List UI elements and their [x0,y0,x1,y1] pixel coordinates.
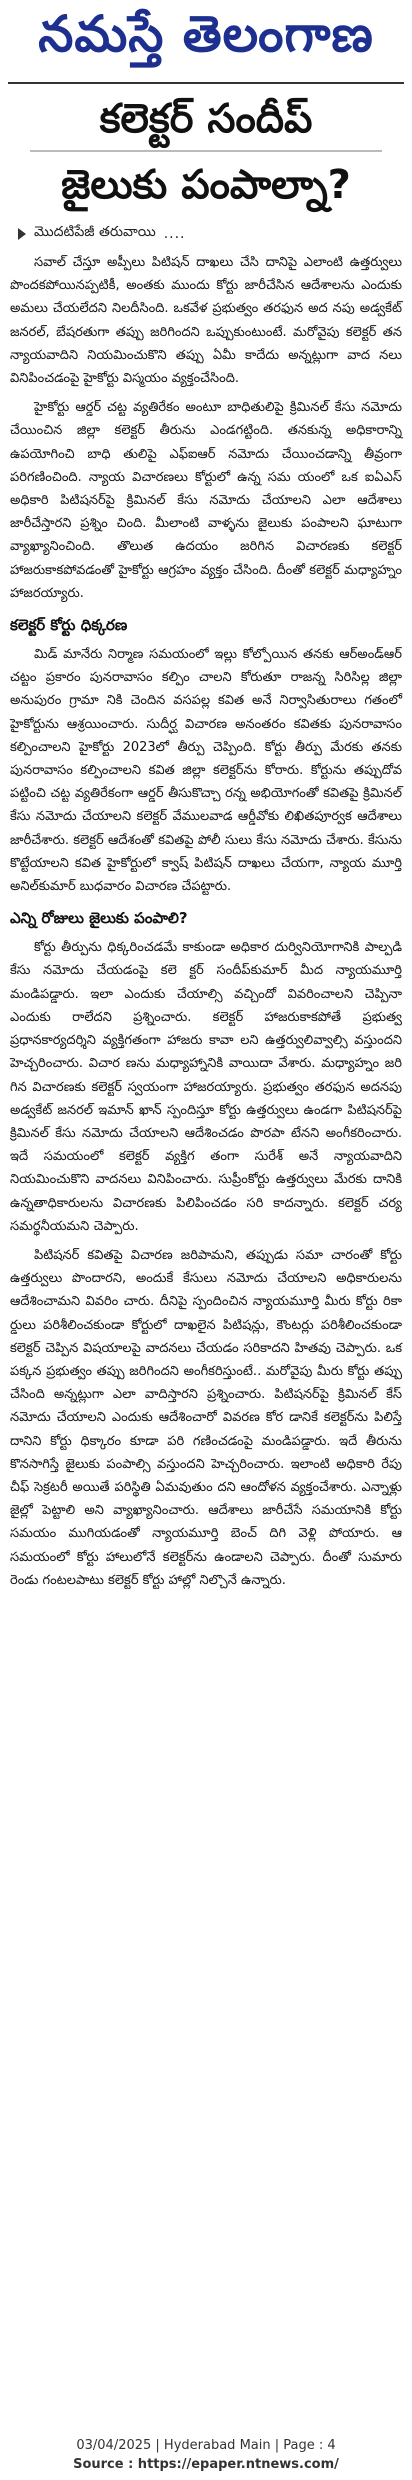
masthead-logo: నమస్తే తెలంగాణ [38,4,374,63]
headline [0,84,412,218]
headline-line-2: జైలుకు పంపాల్నా? [61,162,351,208]
continuation-strip [10,220,402,247]
footer-edition-info: 03/04/2025 | Hyderabad Main | Page : 4 [76,2438,336,2453]
continuation-dots: .... [163,225,186,242]
section-heading-jail-days: ఎన్ని రోజులు జైలుకు పంపాలి? [10,909,188,928]
footer-source-link[interactable]: Source : https://epaper.ntnews.com/ [73,2457,339,2472]
section-heading-contempt: కలెక్టర్ కోర్టు ధిక్కరణ [10,616,128,635]
headline-line-1: కలెక్టర్ సందీప్ [30,90,382,152]
section2-paragraph-2: పిటిషనర్ కవితపై విచారణ జరిపామని, తప్పుడు సమా చారంతో కోర్టు ఉత్తర్వులు పొందారని, అందుకే కేసులు నమోదు చేయాలని అధికారులను ఆదేశించామని వివరిం చారు. దీనిపై స్పందించిన న్యాయమూర్తి మీరు కోర్టు రికా ర్డులు పరిశీలించకుండా కోర్టులో దాఖలైన పిటిషన్లు, కౌంటర్లు పరిశీలించకుండా కలెక్టర్ చెప్పిన విషయాలపై వాదనలు చేయడం సరికాదని హితవు చెప్పారు. ఒక పక్కన ప్రభుత్వం తప్పు జరిగిందని అంగీకరిస్తుంటే.. మరోవైపు మీరు కోర్టు తప్పు చేసింది అన్నట్లుగా ఎలా వాదిస్తారని ప్రశ్నించారు. పిటిషనర్‌పై క్రిమినల్ కేస్ నమోదు చేయాలని ఎందుకు ఆదేశించారో వివరణ కోర డానికే కలెక్టర్‌ను పిలిస్తే దానిని కోర్టు ధిక్కారం కూడా పరి గణించడంపై మండిపడ్డారు. ఇదే తీరును కొనసాగిస్తే జైలుకు పంపాల్సి వస్తుందని హెచ్చరించారు. ఇలాంటి అధికారి రేపు చీఫ్ సెక్రటరీ అయితే పరిస్థితి ఏమవుతుం దని ఆందోళన వ్యక్తంచేశారు. ఎన్నాళ్లు జైల్లో పెట్టాలి అని వ్యాఖ్యానించారు. ఆదేశాలు జారీచేసే సమయానికి కోర్టు సమయం ముగియడంతో న్యాయమూర్తి బెంచ్ దిగి వెళ్లి పోయారు. ఆ సమయంలో కోర్టు హాలులోనే కలెక్టర్‌ను ఉండాలని చెప్పారు. దీంతో సుమారు రెండు గంటలపాటు కలెక్టర్ కోర్టు హాల్లో నిల్చొనే ఉన్నారు. [10,1247,402,1588]
section1-paragraph-1: మిడ్ మానేరు నిర్మాణ సమయంలో ఇల్లు కోల్పోయిన తనకు ఆర్‌అండ్‌ఆర్ చట్టం ప్రకారం పునరావాసం కల్పిం చాలని కోరుతూ రాజన్న సిరిసిల్ల జిల్లా అనుపురం గ్రామా నికి చెందిన వసపల్ల కవిత అనే నిర్వాసితురాలు గతంలో హైకోర్టును ఆశ్రయించారు. సుదీర్ఘ విచారణ అనంతరం కవితకు పునరావాసం కల్పించాలని హైకోర్టు 2023లో తీర్పు చెప్పింది. కోర్టు తీర్పు మేరకు తనకు పునరావాసం కల్పించాలని కవిత జిల్లా కలెక్టర్‌ను కోరారు. కోర్టును తప్పుదోవ పట్టించి చట్ట వ్యతిరేకంగా ఆర్డర్ తీసుకొచ్చా రన్న అభియోగంతో కవితపై క్రిమినల్ కేసు నమోదు చేయాలని కలెక్టర్ వేములవాడ ఆర్డీవోకు లిఖితపూర్వక ఆదేశాలు జారీచేశారు. కలెక్టర్ ఆదేశంతో కవితపై పోలీ సులు కేసు నమోదు చేశారు. కేసును కొట్టేయాలని కవిత హైకోర్టులో క్వాష్ పిటిషన్ దాఖలు చేయగా, న్యాయ మూర్తి అనిల్‌కుమార్ బుధవారం విచారణ చేపట్టారు. [10,647,402,895]
triangle-right-icon [18,228,26,240]
article-body [0,251,412,1592]
page-footer [0,2436,412,2474]
section2-paragraph-1: కోర్టు తీర్పును ధిక్కరించడమే కాకుండా అధికార దుర్వినియోగానికి పాల్పడి కేసు నమోదు చేయడంపై కలె క్టర్ సందీప్‌కుమార్ మీద న్యాయమూర్తి మండిపడ్డారు. ఇలా ఎందుకు చేయాల్సి వచ్చిందో వివరించాలని చెప్పినా ఎందుకు రాలేదని ప్రశ్నించారు. కలెక్టర్ హాజరుకాకపోతే ప్రభుత్వ ప్రధానకార్యదర్శిని వ్యక్తిగతంగా హాజరు కావా లని ఉత్తర్వులివ్వాల్సి వస్తుందని హెచ్చరించారు. విచార ణను మధ్యాహ్నానికి వాయిదా వేశారు. మధ్యాహ్నం జరి గిన విచారణకు కలెక్టర్ స్వయంగా హాజరయ్యారు. ప్రభుత్వం తరఫున అదనపు అడ్వకేట్ జనరల్ ఇమాన్ ఖాన్ స్పందిస్తూ కోర్టు ఉత్తర్వులు ఉండగా పిటిషనర్‌పై క్రిమినల్ కేసు నమోదు చేయాలని ఆదేశించడం పొరపా టేనని అంగీకరించారు. ఇదే సమయంలో కలెక్టర్ వ్యక్తిగ తంగా సురేశ్‌ అనే న్యాయవాదిని నియమించుకొని వాదనలు వినిపించారు. సుప్రీంకోర్టు ఉత్తర్వులు మేరకు దానికి ఉన్నతాధికారులను విచారణకు పిలిపించడం సరి కాదన్నారు. కలెక్టర్ చర్య సమర్థనీయమని చెప్పారు. [10,940,402,1234]
intro-paragraph-2: హైకోర్టు ఆర్డర్ చట్ట వ్యతిరేకం అంటూ బాధితులిపై క్రిమినల్ కేసు నమోదు చేయించిన జిల్లా కలెక్టర్ తీరును ఎండగట్టింది. తనకున్న అధికారాన్ని ఉపయోగించి బాధి తులిపై ఎఫ్ఐఆర్ నమోదు చేయించడాన్ని తీవ్రంగా పరిగణించింది. న్యాయ విచారణలు కోర్టులో ఉన్న సమ యంలో ఒక ఐఏఎస్ అధికారి పిటిషనర్‌పై క్రిమినల్ కేసు నమోదు చేయాలని ఎలా ఆదేశాలు జారీచేస్తారని ప్రశ్నిం చింది. మీలాంటి వాళ్ళను జైలుకు పంపాలని ఘాటుగా వ్యాఖ్యానించింది. తొలుత ఉదయం జరిగిన విచారణకు కలెక్టర్ హాజరుకాకపోవడంతో హైకోర్టు ఆగ్రహం వ్యక్తం చేసింది. దీంతో కలెక్టర్ మధ్యాహ్నం హాజరయ్యారు. [10,400,402,601]
intro-paragraph-1: సవాల్ చేస్తూ అప్పీలు పిటిషన్ దాఖలు చేసి దానిపై ఎలాంటి ఉత్తర్వులు పొందకపోయినప్పటికీ, అంతకు ముందు కోర్టు జారీచేసిన ఆదేశాలను ఎందుకు అమలు చేయలేదని నిలదీసింది. ఒకవేళ ప్రభుత్వం తరఫున అద నపు అడ్వకేట్ జనరల్, బేషరతుగా తప్పు జరిగిందని ఒప్పుకుంటుంటే. మరోవైపు కలెక్టర్ తన న్యాయవాదిని నియమించుకొని తప్పు ఏమీ కాదేదు అన్నట్లుగా వాద నలు వినిపించడంపై హైకోర్టు విస్మయం వ్యక్తంచేసింది. [10,255,402,387]
continuation-label: మొదటిపేజీ తరువాయి [34,224,156,240]
